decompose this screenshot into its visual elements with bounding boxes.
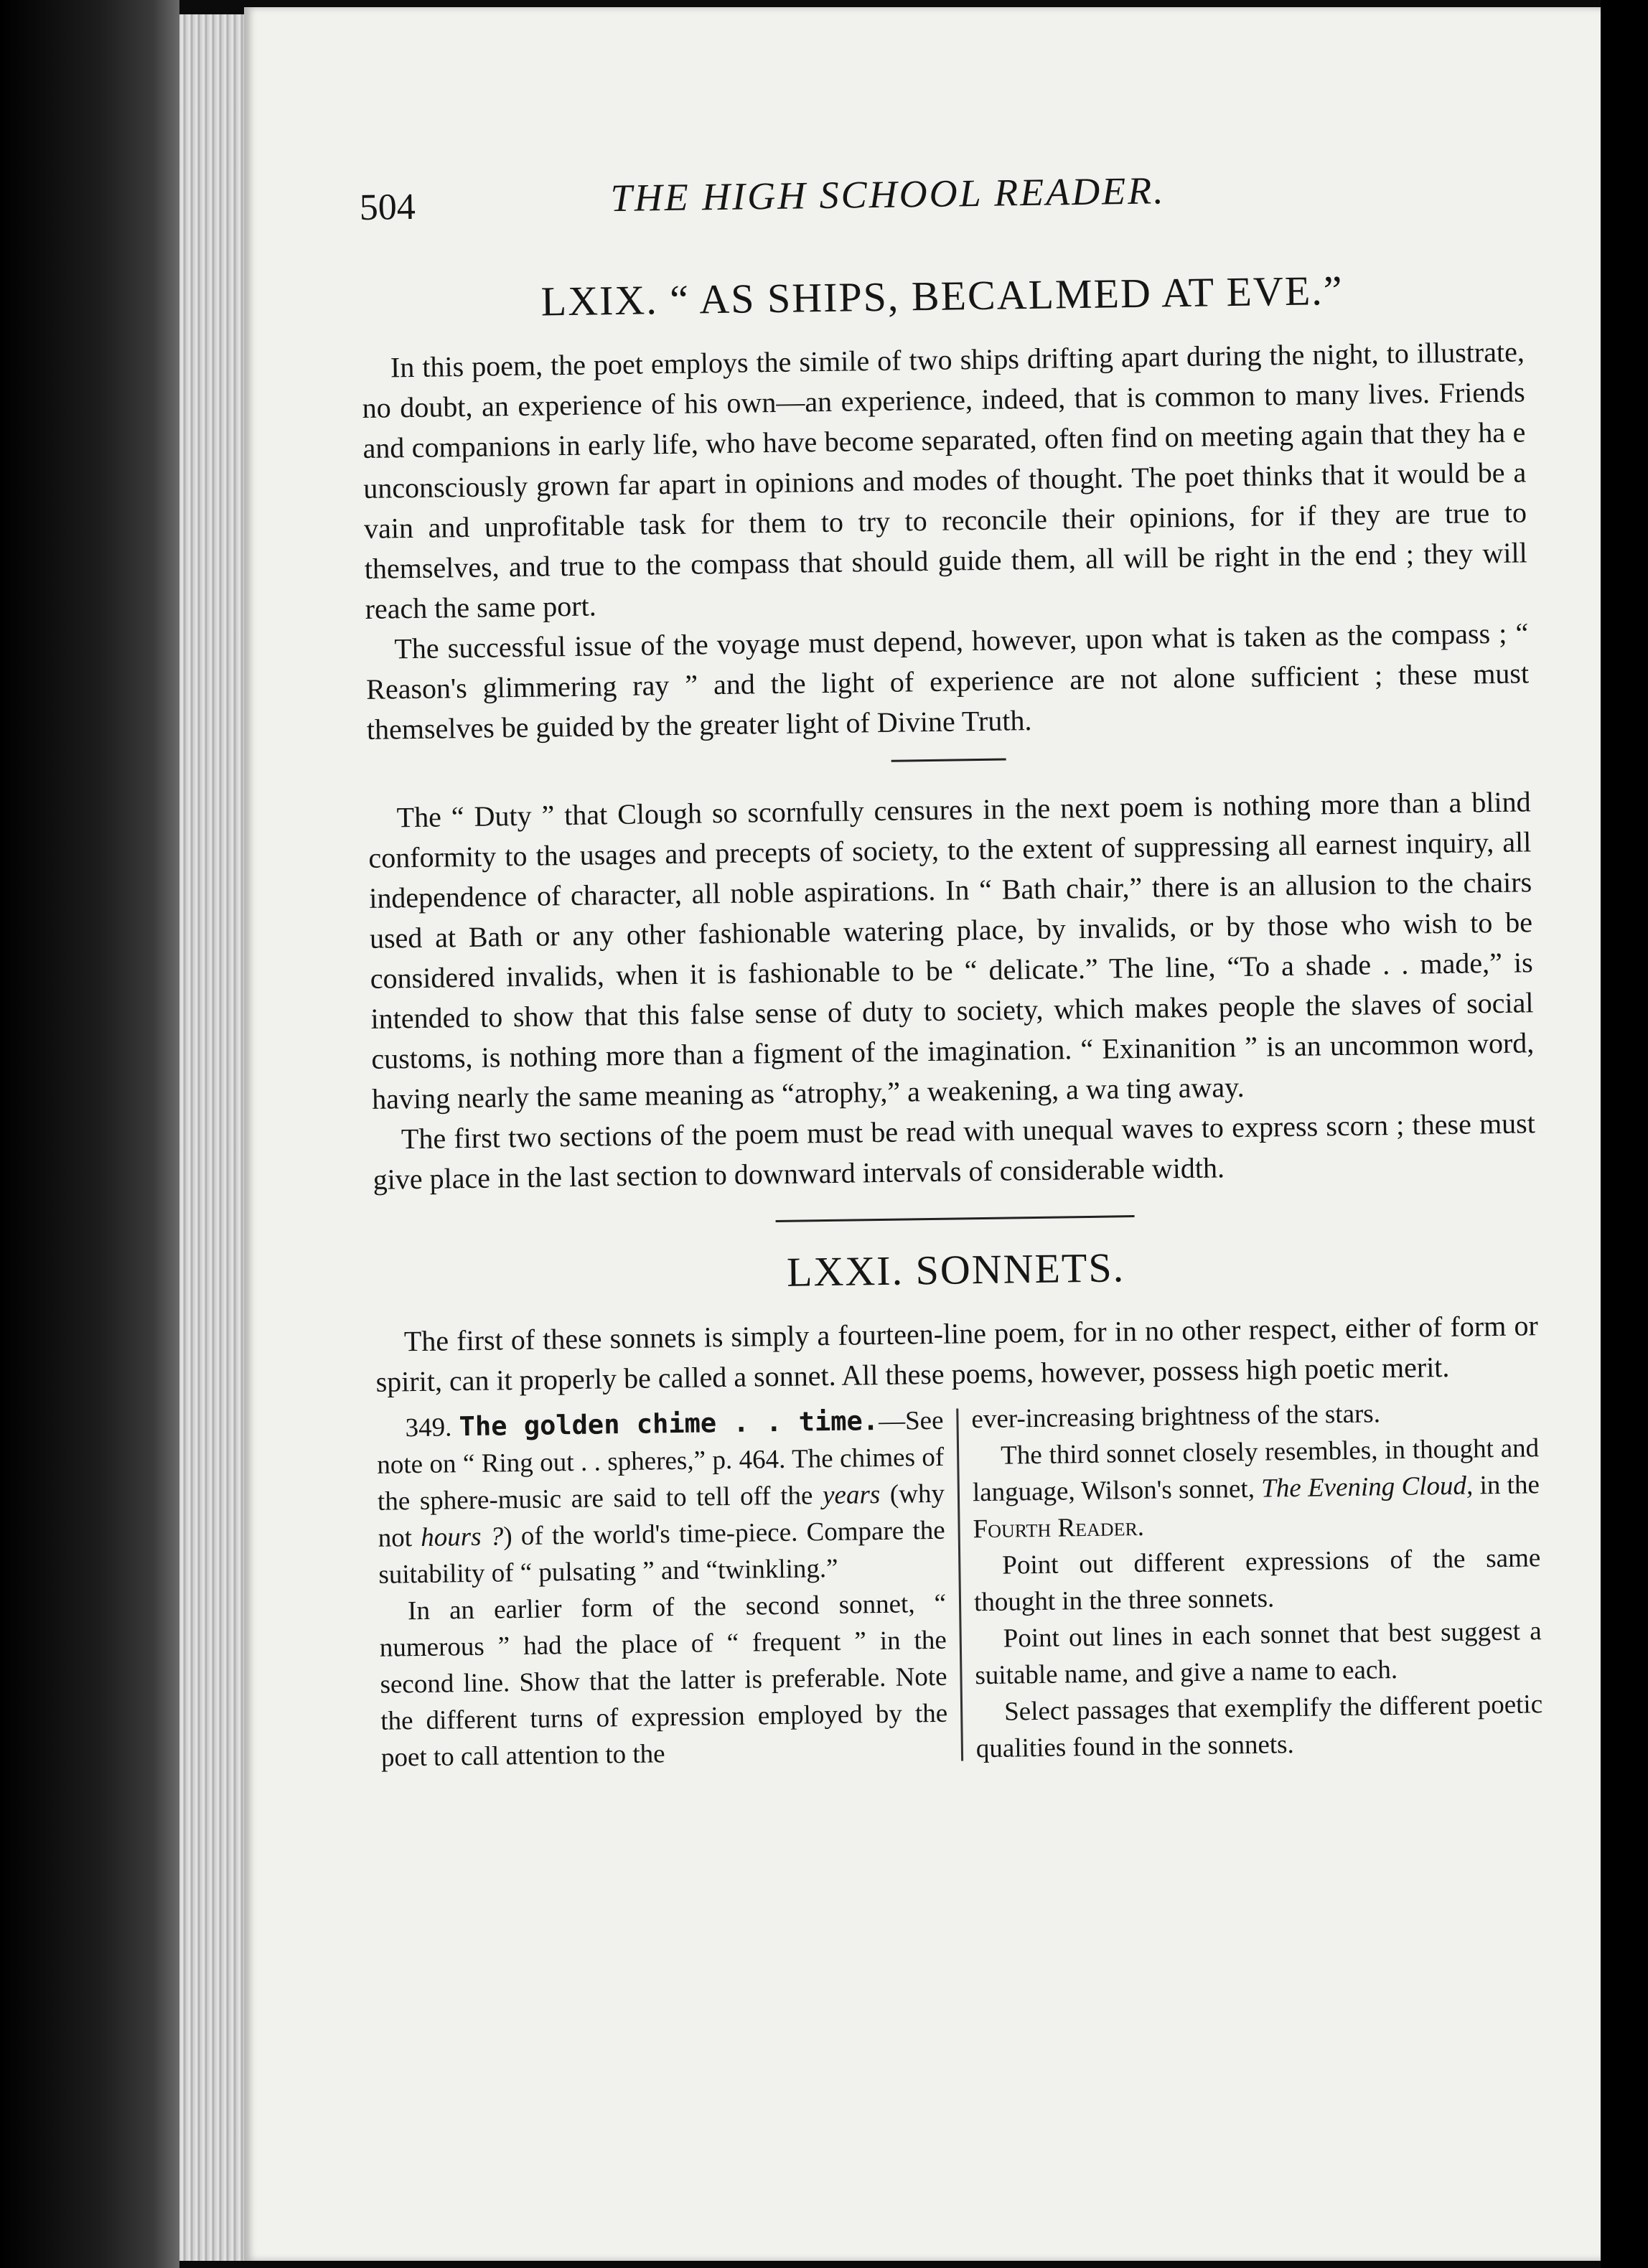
note-text: The third sonnet closely resembles, in thought and language, Wilson's sonnet, <box>972 1433 1540 1508</box>
section-title-lxxi: LXXI. SONNETS. <box>786 1244 1125 1295</box>
paragraph: The first of these sonnets is simply a fourteen-line poem, for in no other respect, either of form or spirit, can it properly be called a sonnet. All these poems, however, possess high poetic merit. <box>375 1309 1539 1398</box>
note-text: in the <box>1472 1470 1540 1501</box>
notes-left-column <box>376 1402 948 1776</box>
paragraph: The first two sections of the poem must be read with unequal waves to express scorn ; these must give place in the last section to downward intervals of considerable width. <box>373 1107 1536 1196</box>
note-text: (why not <box>378 1479 945 1553</box>
running-title: THE HIGH SCHOOL READER. <box>610 169 1166 220</box>
paragraph: The “ Duty ” that Clough so scornfully censures in the next poem is nothing more than a blind conformity to the usages and precepts of society, to the extent of suppressing all earnest inquiry, all independence of character, all noble aspirations. In “ Bath chair,” there is an allusion to the chairs used at Bath or any other fashionable watering place, by invalids, or by those who wish to be considered invalids, when it is fashionable to be “ delicate.” The line, “To a shade . . made,” is intended to show that this false sense of duty to society, which makes people the slaves of social customs, is nothing more than a figment of the imagination. “ Exinanition ” is an uncommon word, having nearly the same meaning as “atrophy,” a weakening, a wa ting away. <box>368 785 1535 1115</box>
page-number: 504 <box>359 186 416 228</box>
note-italic-years: years <box>822 1480 881 1511</box>
note-italic-hours: hours ? <box>420 1522 504 1552</box>
poem-title: The Evening Cloud, <box>1260 1471 1474 1504</box>
note-text: ) of the world's time-piece. Compare the suitability of “ pulsating ” and “twinkling.” <box>378 1515 945 1590</box>
paragraph: In this poem, the poet employs the simile of two ships drifting apart during the night, to illustrate, no doubt, an experience of his own—an experience, indeed, that is common to many lives. Friends and companions in early life, who have become separated, often find on meeting again that they ha e unconsciously grown far apart in opinions and modes of thought. The poet thinks that it would be a vain and unprofitable task for them to try to reconcile their opinions, for if they are true to themselves, and true to the compass that should guide them, all will be right in the end ; they will reach the same port. <box>362 335 1528 625</box>
divider-rule <box>891 758 1006 762</box>
paragraph: The successful issue of the voyage must depend, however, upon what is taken as the compass ; “ Reason's glimmering ray ” and the light of experience are not alone sufficient ; these must themselves be guided by the greater light of Divine Truth. <box>365 617 1530 746</box>
paragraph: ever-increasing brightness of the stars. <box>971 1399 1381 1435</box>
paragraph <box>972 1430 1540 1547</box>
note-heading: The golden chime . . time. <box>459 1405 879 1443</box>
page-header <box>359 149 1522 237</box>
page-content <box>359 149 1544 1776</box>
note-number: 349. <box>405 1412 452 1443</box>
notes-columns <box>376 1393 1544 1776</box>
book-page <box>244 7 1601 2261</box>
scan-border <box>1601 0 1648 2268</box>
paragraph: In an earlier form of the second sonnet, “ numerous ” had the place of “ frequent ” in the second line. Show that the latter is preferable. Note the different turns of expression employed by the poet to call attention to the <box>379 1588 948 1773</box>
paragraph: Point out different expressions of the same thought in the three sonnets. <box>973 1543 1541 1618</box>
column-divider <box>956 1409 963 1761</box>
divider-rule <box>776 1215 1135 1222</box>
book-title: Fourth Reader. <box>973 1512 1145 1545</box>
paragraph: Select passages that exemplify the different poetic qualities found in the sonnets. <box>975 1690 1543 1764</box>
note-text: —See note on “ Ring out . . spheres,” p. 464. The chimes of the sphere-music are said to tell off the <box>377 1405 945 1517</box>
book-spine-shadow <box>0 0 179 2268</box>
paragraph: Point out lines in each sonnet that best suggest a suitable name, and give a name to each. <box>975 1616 1542 1691</box>
section-title-lxix: LXIX. “ AS SHIPS, BECALMED AT EVE.” <box>540 266 1344 325</box>
notes-right-column <box>971 1393 1543 1768</box>
note-349 <box>376 1402 945 1593</box>
